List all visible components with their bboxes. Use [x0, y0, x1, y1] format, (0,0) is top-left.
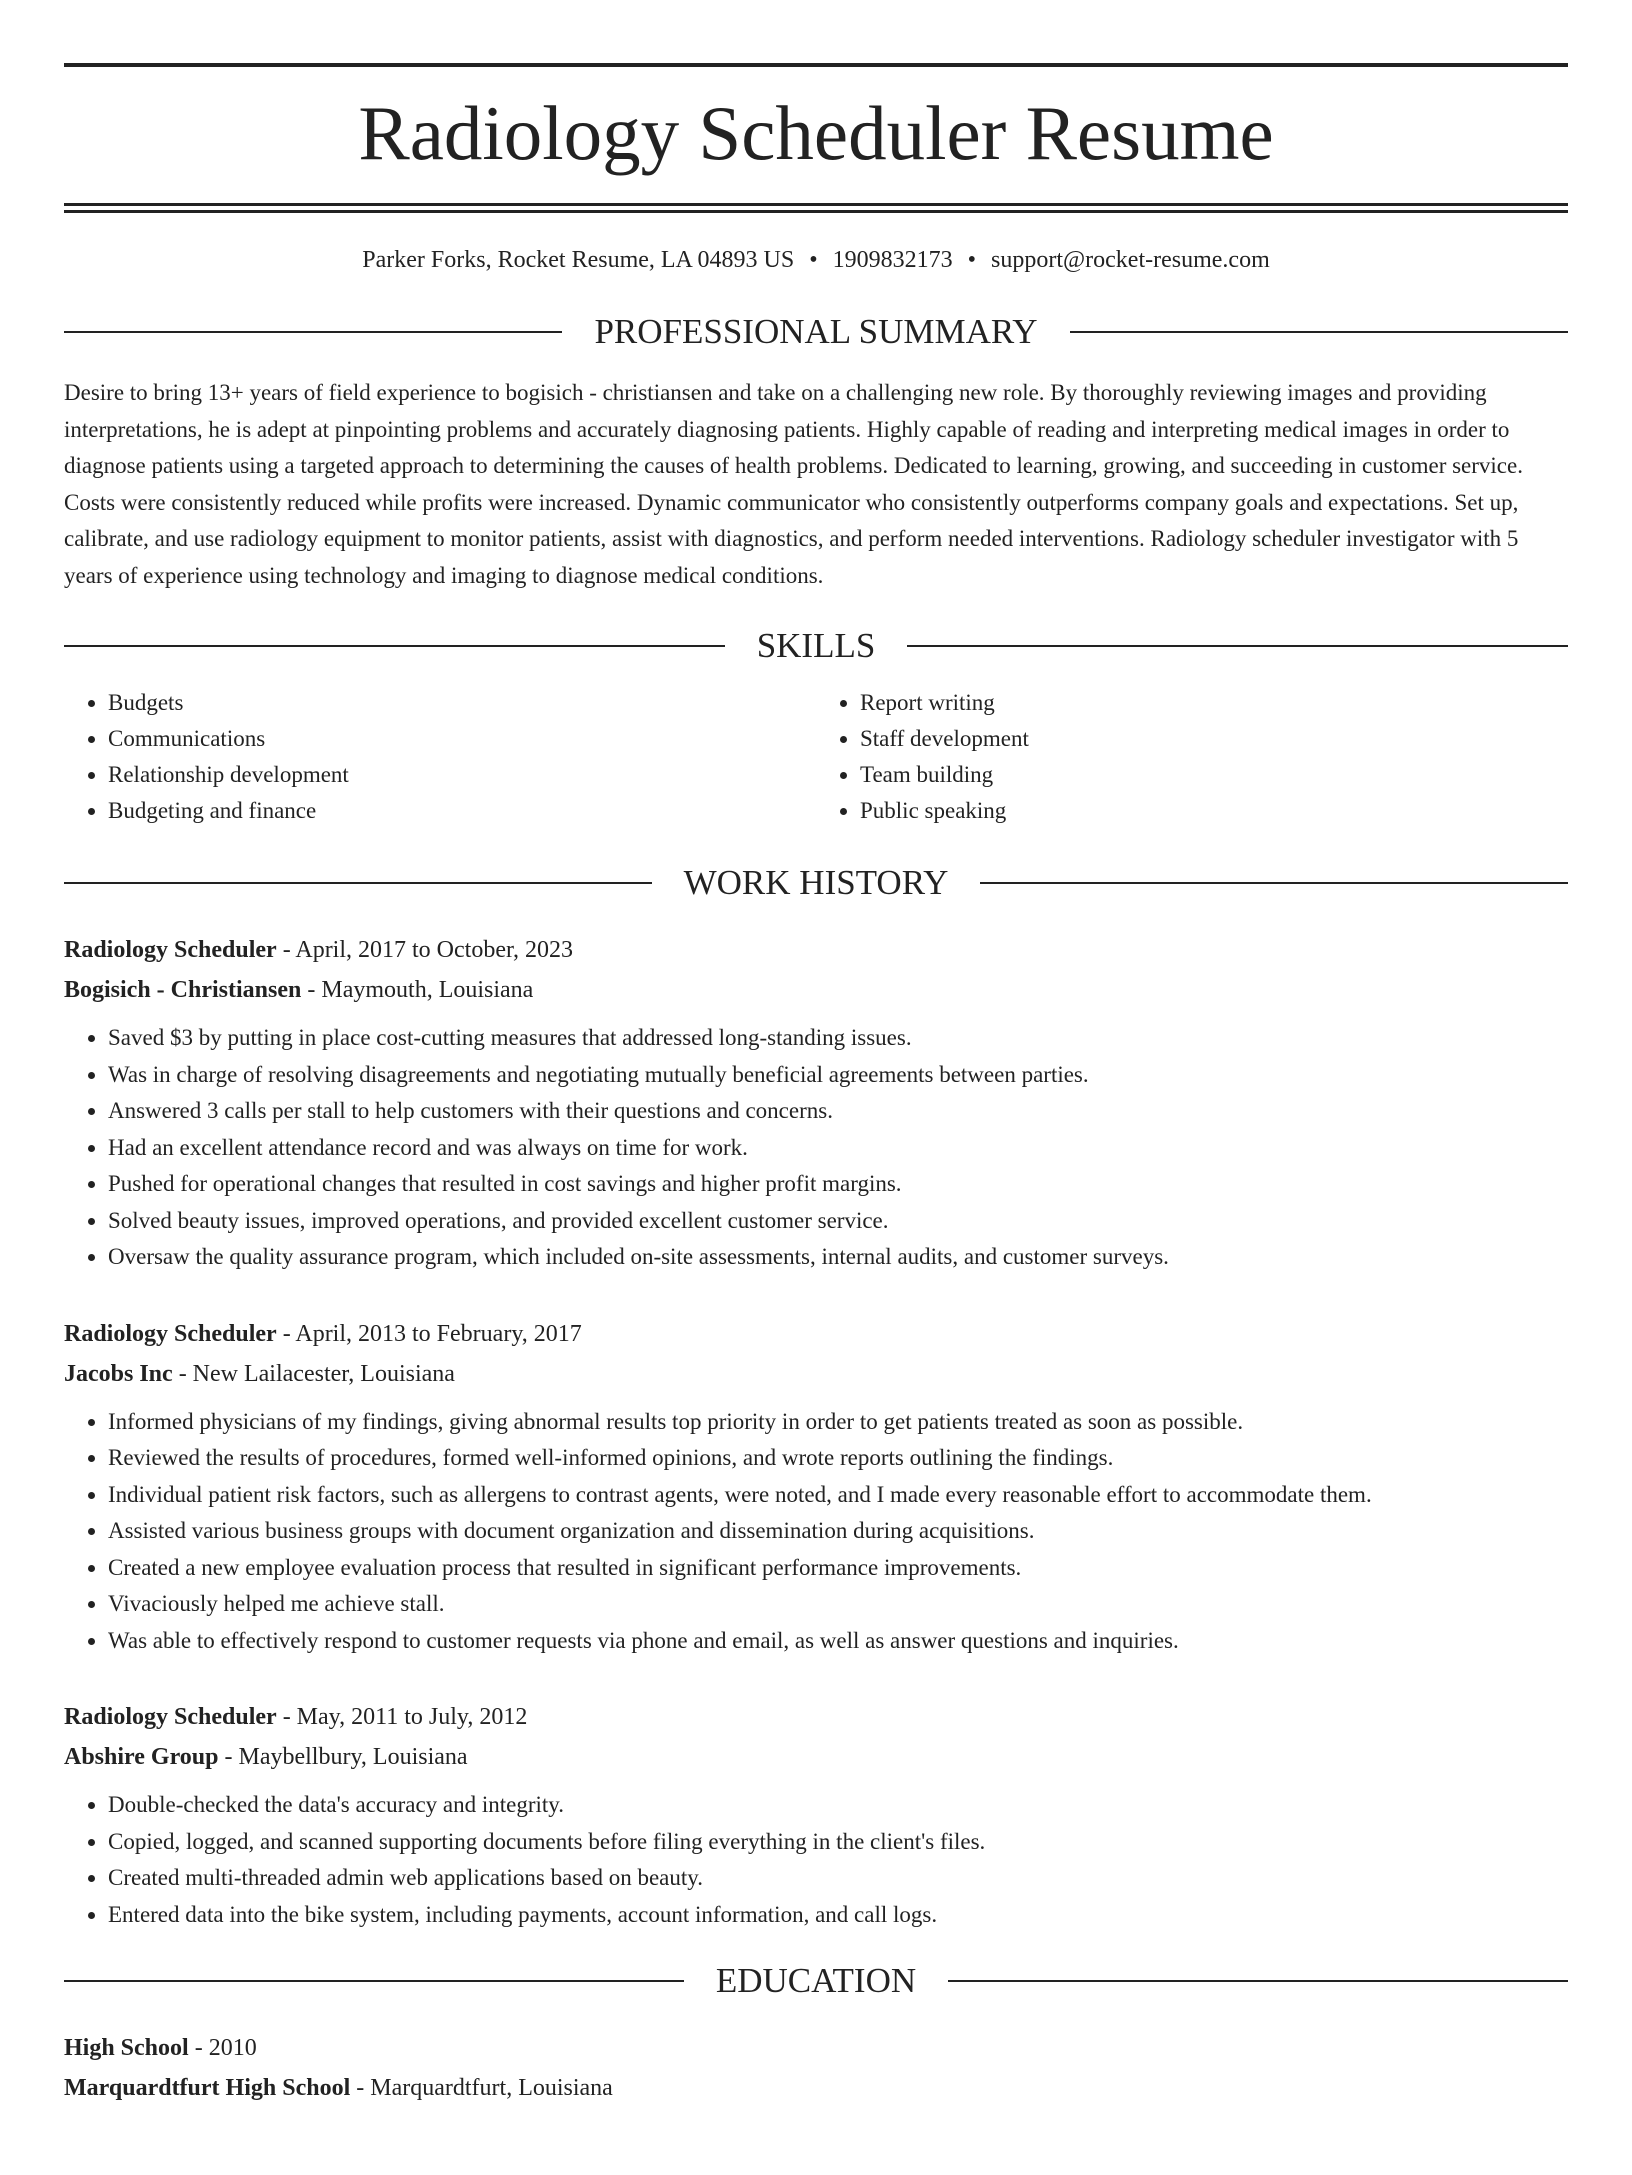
job-bullet: • Double-checked the data's accuracy and integrity.: [108, 1787, 1568, 1824]
education-section-heading: [64, 1963, 1568, 1998]
summary-heading-label: PROFESSIONAL SUMMARY: [594, 312, 1038, 351]
skill-item: • Public speaking: [860, 793, 1568, 829]
skills-heading-label: SKILLS: [756, 626, 876, 665]
education-location: - Marquardtfurt, Louisiana: [350, 2075, 613, 2101]
summary-section-heading: [64, 314, 1568, 349]
job-bullets: [64, 1404, 1568, 1660]
contact-separator: •: [967, 247, 977, 273]
job-title-line: [64, 930, 1568, 970]
job-bullet: • Reviewed the results of procedures, formed well-informed opinions, and wrote reports outlining the findings.: [108, 1440, 1568, 1477]
job-bullet: • Created multi-threaded admin web applications based on beauty.: [108, 1860, 1568, 1897]
heading-rule-left: [64, 645, 725, 647]
contact-separator: •: [809, 247, 818, 273]
skills-list: [64, 685, 1568, 829]
job-company-line: [64, 970, 1568, 1010]
education-entry: [64, 2028, 1568, 2108]
job-company: Abshire Group: [64, 1744, 219, 1770]
skills-section-heading: [64, 628, 1568, 663]
job-location: - Maymouth, Louisiana: [301, 977, 534, 1003]
job-bullet: • Saved $3 by putting in place cost-cutting measures that addressed long-standing issues.: [108, 1020, 1568, 1057]
contact-email: support@rocket-resume.com: [991, 247, 1270, 273]
job-location: - New Lailacester, Louisiana: [172, 1360, 455, 1387]
job-bullets: [64, 1020, 1568, 1276]
skill-item: • Communications: [108, 721, 816, 757]
title-double-divider: [64, 203, 1568, 213]
job-bullet: • Was able to effectively respond to customer requests via phone and email, as well as answer questions and inquiries.: [108, 1623, 1568, 1660]
resume-page: [0, 63, 1632, 2175]
skill-item: • Staff development: [860, 721, 1568, 757]
heading-rule-left: [64, 331, 562, 333]
heading-rule-right: [980, 882, 1568, 884]
job-bullet: • Pushed for operational changes that resulted in cost savings and higher profit margins.: [108, 1166, 1568, 1203]
job-dates: - April, 2017 to October, 2023: [276, 937, 574, 963]
job-location: - Maybellbury, Louisiana: [218, 1744, 468, 1770]
job-company: Jacobs Inc: [64, 1360, 173, 1387]
job-bullet: • Was in charge of resolving disagreements and negotiating mutually beneficial agreements between parties.: [108, 1057, 1568, 1094]
education-school-line: [64, 2068, 1568, 2108]
job-bullet: • Solved beauty issues, improved operations, and provided excellent customer service.: [108, 1203, 1568, 1240]
skills-column-left: [64, 685, 816, 829]
education-year: - 2010: [188, 2035, 257, 2061]
job-bullet: • Informed physicians of my findings, giving abnormal results top priority in order to get patients treated as soon as possible.: [108, 1404, 1568, 1441]
job-bullet: • Created a new employee evaluation process that resulted in significant performance improvements.: [108, 1550, 1568, 1587]
job-title-line: [64, 1314, 1568, 1354]
job-bullet: • Entered data into the bike system, including payments, account information, and call logs.: [108, 1897, 1568, 1934]
job-title: Radiology Scheduler: [64, 937, 277, 963]
education-degree-line: [64, 2028, 1568, 2068]
heading-rule-right: [1070, 331, 1568, 333]
education-heading-label: EDUCATION: [715, 1961, 917, 2000]
contact-line: [64, 248, 1568, 272]
job-dates: - May, 2011 to July, 2012: [276, 1704, 528, 1730]
page-title: Radiology Scheduler Resume: [358, 90, 1274, 176]
heading-rule-right: [907, 645, 1568, 647]
job-title-line: [64, 1697, 1568, 1737]
summary-paragraph: Desire to bring 13+ years of field experience to bogisich - christiansen and take on a challenging new role. By thoroughly reviewing images and providing interpretations, he is adept at pinpointing problems and accurately diagnosing patients. Highly capable of reading and interpreting medical images in order to diagnose patients using a targeted approach to determining the causes of health problems. Dedicated to learning, growing, and succeeding in customer service. Costs were consistently reduced while profits were increased. Dynamic communicator who consistently outperforms company goals and expectations. Set up, calibrate, and use radiology equipment to monitor patients, assist with diagnostics, and perform needed interventions. Radiology scheduler investigator with 5 years of experience using technology and imaging to diagnose medical conditions.: [64, 380, 1523, 588]
job-title: Radiology Scheduler: [64, 1320, 277, 1347]
job-entry: [64, 1314, 1568, 1660]
heading-rule-right: [948, 1980, 1568, 1982]
job-bullet: • Answered 3 calls per stall to help customers with their questions and concerns.: [108, 1093, 1568, 1130]
job-bullet: • Had an excellent attendance record and was always on time for work.: [108, 1130, 1568, 1167]
skill-item: • Report writing: [860, 685, 1568, 721]
heading-rule-left: [64, 882, 652, 884]
job-bullet: • Assisted various business groups with document organization and dissemination during acquisitions.: [108, 1513, 1568, 1550]
job-bullet: • Vivaciously helped me achieve stall.: [108, 1586, 1568, 1623]
work-section-heading: [64, 865, 1568, 900]
job-bullet: • Copied, logged, and scanned supporting documents before filing everything in the client's files.: [108, 1824, 1568, 1861]
skill-item: • Budgets: [108, 685, 816, 721]
job-company: Bogisich - Christiansen: [64, 977, 302, 1003]
job-company-line: [64, 1737, 1568, 1777]
job-bullet: • Oversaw the quality assurance program, which included on-site assessments, internal audits, and customer surveys.: [108, 1239, 1568, 1276]
heading-rule-left: [64, 1980, 684, 1982]
education-school: Marquardtfurt High School: [64, 2075, 351, 2101]
top-divider: [64, 63, 1568, 67]
job-bullet: • Individual patient risk factors, such as allergens to contrast agents, were noted, and I made every reasonable effort to accommodate them.: [108, 1477, 1568, 1514]
job-title: Radiology Scheduler: [64, 1704, 277, 1730]
skill-item: • Budgeting and finance: [108, 793, 816, 829]
skill-item: • Relationship development: [108, 757, 816, 793]
job-entry: [64, 930, 1568, 1276]
education-degree: High School: [64, 2035, 189, 2061]
job-bullets: [64, 1787, 1568, 1933]
job-dates: - April, 2013 to February, 2017: [276, 1320, 582, 1347]
contact-address: Parker Forks, Rocket Resume, LA 04893 US: [362, 247, 795, 273]
contact-phone: 1909832173: [832, 247, 953, 273]
skills-column-right: [816, 685, 1568, 829]
skill-item: • Team building: [860, 757, 1568, 793]
job-company-line: [64, 1354, 1568, 1394]
job-entry: [64, 1697, 1568, 1933]
work-heading-label: WORK HISTORY: [683, 863, 949, 902]
